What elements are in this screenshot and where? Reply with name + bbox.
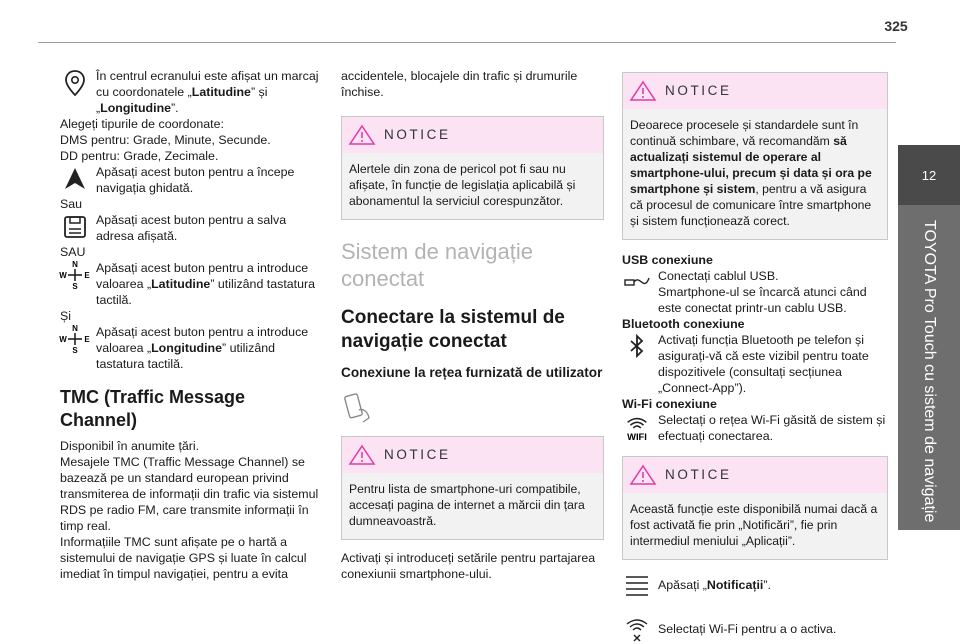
warning-icon: [348, 124, 376, 146]
usb-paragraph: [622, 268, 888, 316]
usb-text: Conectați cablul USB. Smartphone-ul se încarcă atunci când este conectat printr-un cablu USB.: [658, 269, 867, 315]
start-nav-paragraph: [60, 164, 325, 196]
hotspot-text: Activați și introduceți setările pentru partajarea conexiunii smartphone-ului.: [341, 551, 596, 581]
chapter-title: TOYOTA Pro Touch cu sistem de navigație: [921, 220, 938, 523]
notice-header: [623, 73, 887, 109]
marker-paragraph: [60, 68, 325, 116]
bluetooth-heading: Bluetooth conexiune: [622, 317, 745, 331]
warning-icon: [348, 444, 376, 466]
smartphone-hand-icon: [341, 392, 375, 424]
tmc-heading: TMC (Traffic Message Channel): [60, 387, 246, 430]
svg-text:E: E: [84, 271, 90, 280]
column-1: [60, 68, 325, 582]
save-icon: [60, 212, 90, 242]
dd-text: DD pentru: Grade, Zecimale.: [60, 149, 219, 163]
menu-list-icon: [622, 570, 652, 600]
notice-box-4: [622, 456, 888, 560]
wifi-paragraph: [622, 412, 888, 444]
svg-text:S: S: [72, 282, 78, 291]
connect-heading: Conectare la sistemul de navigație conectat: [341, 307, 565, 352]
notice-body: Pentru lista de smartphone-uri compatibile, accesați pagina de internet a mărcii din țara dumneavoastră.: [349, 482, 585, 528]
svg-text:W: W: [59, 271, 67, 280]
section-title: Sistem de navigație conectat: [341, 239, 533, 291]
wifi-heading: Wi-Fi conexiune: [622, 397, 717, 411]
navigation-arrow-icon: [60, 164, 90, 194]
save-text: Apăsați acest buton pentru a salva adresa afișată.: [96, 213, 287, 243]
svg-text:E: E: [84, 335, 90, 344]
notice-body: Alertele din zona de pericol pot fi sau nu afișate, în funcție de legislația aplicabilă și abonamentul la serviciul corespunzător.: [349, 162, 576, 208]
warning-icon: [629, 80, 657, 102]
start-nav-text: Apăsați acest buton pentru a începe navigația ghidată.: [96, 165, 295, 195]
usb-cable-icon: [622, 268, 652, 298]
svg-text:N: N: [72, 324, 78, 333]
compass-icon: [60, 324, 90, 354]
notice-header: [623, 457, 887, 493]
wifi-activate-text: Selectați Wi-Fi pentru a o activa.: [658, 622, 837, 636]
notice-body: Această funcție este disponibilă numai dacă a fost activată fie prin „Notificări”, fie prin intermediul meniului „Aplicații”.: [630, 502, 878, 548]
latitude-text: Apăsați acest buton pentru a introduce valoarea „Latitudine” utilizând tastatura tactilă.: [96, 261, 315, 307]
column-3: [622, 68, 888, 644]
notice-body: Deoarece procesele și standardele sunt în continuă schimbare, vă recomandăm să actualizați sistemul de operare al smartphone-ului, precum și data și ora pe smartphone și sistem, pentru a vă asigura că procesul de comunicare între smartphone și sistem funcționează corect.: [630, 118, 872, 228]
notice-header: [342, 117, 603, 153]
longitude-text: Apăsați acest buton pentru a introduce valoarea „Longitudine” utilizând tastatura tactilă.: [96, 325, 309, 371]
wifi-activate-paragraph: [622, 614, 888, 644]
latitude-paragraph: [60, 260, 325, 308]
marker-text: În centrul ecranului este afișat un marcaj cu coordonatele „Latitudine” și „Longitudine”.: [96, 69, 319, 115]
tmc-text: Disponibil în anumite țări. Mesajele TMC (Traffic Message Channel) se bazează pe un standard european privind transmiterea de informații din trafic via sistemul RDS pe radio FM, care transmite informații în timp real. Informațiile TMC sunt afișate pe o hartă a sistemului de navigație GPS și luate în calcul imediat în timpul navigației, pentru a evita: [60, 439, 319, 581]
svg-text:S: S: [72, 346, 78, 355]
chapter-number: 12: [898, 145, 960, 205]
si-text: Și: [60, 309, 72, 323]
notice-header: [342, 437, 603, 473]
notice-title: NOTICE: [665, 467, 732, 482]
bluetooth-paragraph: [622, 332, 888, 396]
tmc-continuation: accidentele, blocajele din trafic și drumurile închise.: [341, 69, 578, 99]
longitude-paragraph: [60, 324, 325, 372]
user-network-heading: Conexiune la rețea furnizată de utilizator: [341, 365, 603, 380]
column-2: [341, 68, 604, 582]
save-paragraph: [60, 212, 325, 244]
coord-type-label: Alegeți tipurile de coordonate:: [60, 117, 224, 131]
notice-title: NOTICE: [384, 447, 451, 462]
notice-box-2: [341, 436, 604, 540]
bluetooth-icon: [622, 332, 652, 362]
notifications-text: Apăsați „Notificații”.: [658, 578, 771, 592]
svg-text:N: N: [72, 260, 78, 269]
notice-box-3: [622, 72, 888, 240]
notice-box-1: [341, 116, 604, 220]
dms-text: DMS pentru: Grade, Minute, Secunde.: [60, 133, 271, 147]
notice-title: NOTICE: [384, 127, 451, 142]
wifi-text: Selectați o rețea Wi-Fi găsită de sistem și efectuați conectarea.: [658, 413, 886, 443]
map-pin-icon: [60, 68, 90, 98]
sau-1: Sau: [60, 197, 83, 211]
compass-icon: [60, 260, 90, 290]
top-rule: [38, 42, 896, 43]
wifi-icon: [622, 412, 652, 442]
warning-icon: [629, 464, 657, 486]
svg-text:WIFI: WIFI: [627, 432, 647, 443]
page-number: 325: [884, 18, 908, 34]
sau-2: SAU: [60, 245, 86, 259]
notice-title: NOTICE: [665, 83, 732, 98]
wifi-off-icon: [622, 614, 652, 644]
bluetooth-text: Activați funcția Bluetooth pe telefon și asigurați-vă că este vizibil pentru toate dispozitivele (consultați secțiunea „Connect-App”).: [658, 333, 869, 395]
svg-text:W: W: [59, 335, 67, 344]
notifications-paragraph: [622, 570, 888, 600]
usb-heading: USB conexiune: [622, 253, 713, 267]
